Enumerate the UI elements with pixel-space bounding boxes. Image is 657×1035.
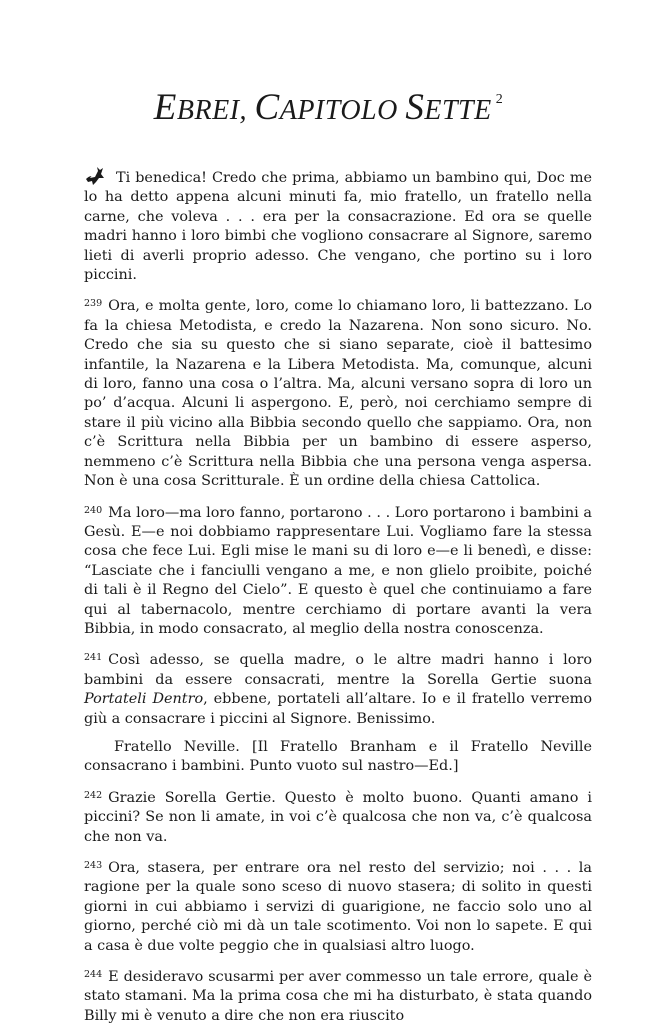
page-title [0, 86, 657, 129]
paragraph-number: 240 [84, 504, 103, 516]
title-footnote-marker: 2 [495, 92, 504, 107]
paragraph-number: 242 [84, 789, 103, 801]
paragraph [84, 501, 592, 640]
paragraph-text: Così adesso, se quella madre, o le altre madri hanno i loro bambini da essere consacrati, mentre la Sorella Gertie suona [84, 652, 592, 688]
body-text [84, 165, 592, 1035]
paragraph-text: Ti benedica! Credo che prima, abbiamo un bambino qui, Doc me lo ha detto appena alcuni minuti fa, mio fratello, un fratello nella carne, che voleva . . . era per la consacrazione. Ed ora se quelle madri hanno i loro bimbi che vogliono consacrare al Signore, saremo lieti di averli proprio adesso. Che vengano, che portino su i loro piccini. [84, 170, 592, 284]
paragraph-text: Ora, stasera, per entrare ora nel resto del servizio; noi . . . la ragione per la quale sono sceso di nuovo stasera; di solito in questi giorni in cui abbiamo i servizi di guarigione, ne faccio solo uno al giorno, perché ciò mi dà un tale scotimento. Voi non lo sapete. E qui a casa è due volte peggio che in qualsiasi altro luogo. [84, 860, 592, 954]
paragraph [84, 786, 592, 847]
paragraph [84, 965, 592, 1026]
paragraph-text: Ora, e molta gente, loro, come lo chiamano loro, li battezzano. Lo fa la chiesa Metodista, e credo la Nazarena. Non sono sicuro. No. Credo che sia su questo che si siano separate, cioè il battesimo infantile, la Nazarena e la Libera Metodista. Ma, comunque, alcuni di loro, fanno una cosa o l’altra. Ma, alcuni versano sopra di loro un po’ d’acqua. Alcuni li aspergono. E, però, noi cerchiamo sempre di stare il più vicino alla Bibbia secondo quello che sappiamo. Ora, non c’è Scrittura nella Bibbia per un bambino di essere asperso, nemmeno c’è Scrittura nella Bibbia che una persona venga aspersa. Non è una cosa Scritturale. È un ordine della chiesa Cattolica. [84, 298, 592, 490]
title-part: E [153, 87, 177, 128]
paragraph [84, 738, 592, 777]
paragraph-text: E desideravo scusarmi per aver commesso un tale errore, quale è stato stamani. Ma la prima cosa che mi ha disturbato, è stata quando Billy mi è venuto a dire che non era riuscito [84, 969, 592, 1024]
dove-icon [84, 165, 106, 187]
paragraph-number: 243 [84, 860, 103, 871]
song-title: Portateli Dentro [84, 691, 204, 708]
title-part: S [405, 87, 425, 128]
paragraph [84, 165, 592, 285]
paragraph-text: Grazie Sorella Gertie. Questo è molto buono. Quanti amano i piccini? Se non li amate, in voi c’è qualcosa che non va, c’è qualcosa che non va. [84, 789, 592, 845]
paragraph-number: 241 [84, 652, 103, 664]
paragraph [84, 294, 592, 491]
paragraph [84, 648, 592, 729]
title-part: ETTE [424, 95, 492, 126]
paragraph-number: 244 [84, 969, 103, 981]
paragraph [84, 856, 592, 956]
paragraph-text: Ma loro—ma loro fanno, portarono . . . Loro portarono i bambini a Gesù. E—e noi dobbiamo rappresentare Lui. Vogliamo fare la stessa cosa che fece Lui. Egli mise le mani su di loro e—e li benedì, e disse: “Lasciate che i fanciulli vengano a me, e non glielo proibite, poiché di tali è il Regno del Cielo”. E questo è quel che continuiamo a fare qui al tabernacolo, mentre cerchiamo di portare avanti la vera Bibbia, in modo consacrato, al meglio della nostra conoscenza. [84, 504, 592, 637]
paragraph-number: 239 [84, 298, 103, 310]
title-part: BREI, [176, 95, 255, 126]
paragraph-text: , ebbene, portateli all’altare. Io e il fratello verremo giù a consacrare i piccini al Signore. Benissimo. [84, 691, 592, 727]
paragraph-text: Fratello Neville. [Il Fratello Branham e il Fratello Neville consacrano i bambini. Punto vuoto sul nastro—Ed.] [84, 738, 592, 775]
title-part: C [254, 87, 280, 128]
title-part: APITOLO [279, 95, 406, 126]
